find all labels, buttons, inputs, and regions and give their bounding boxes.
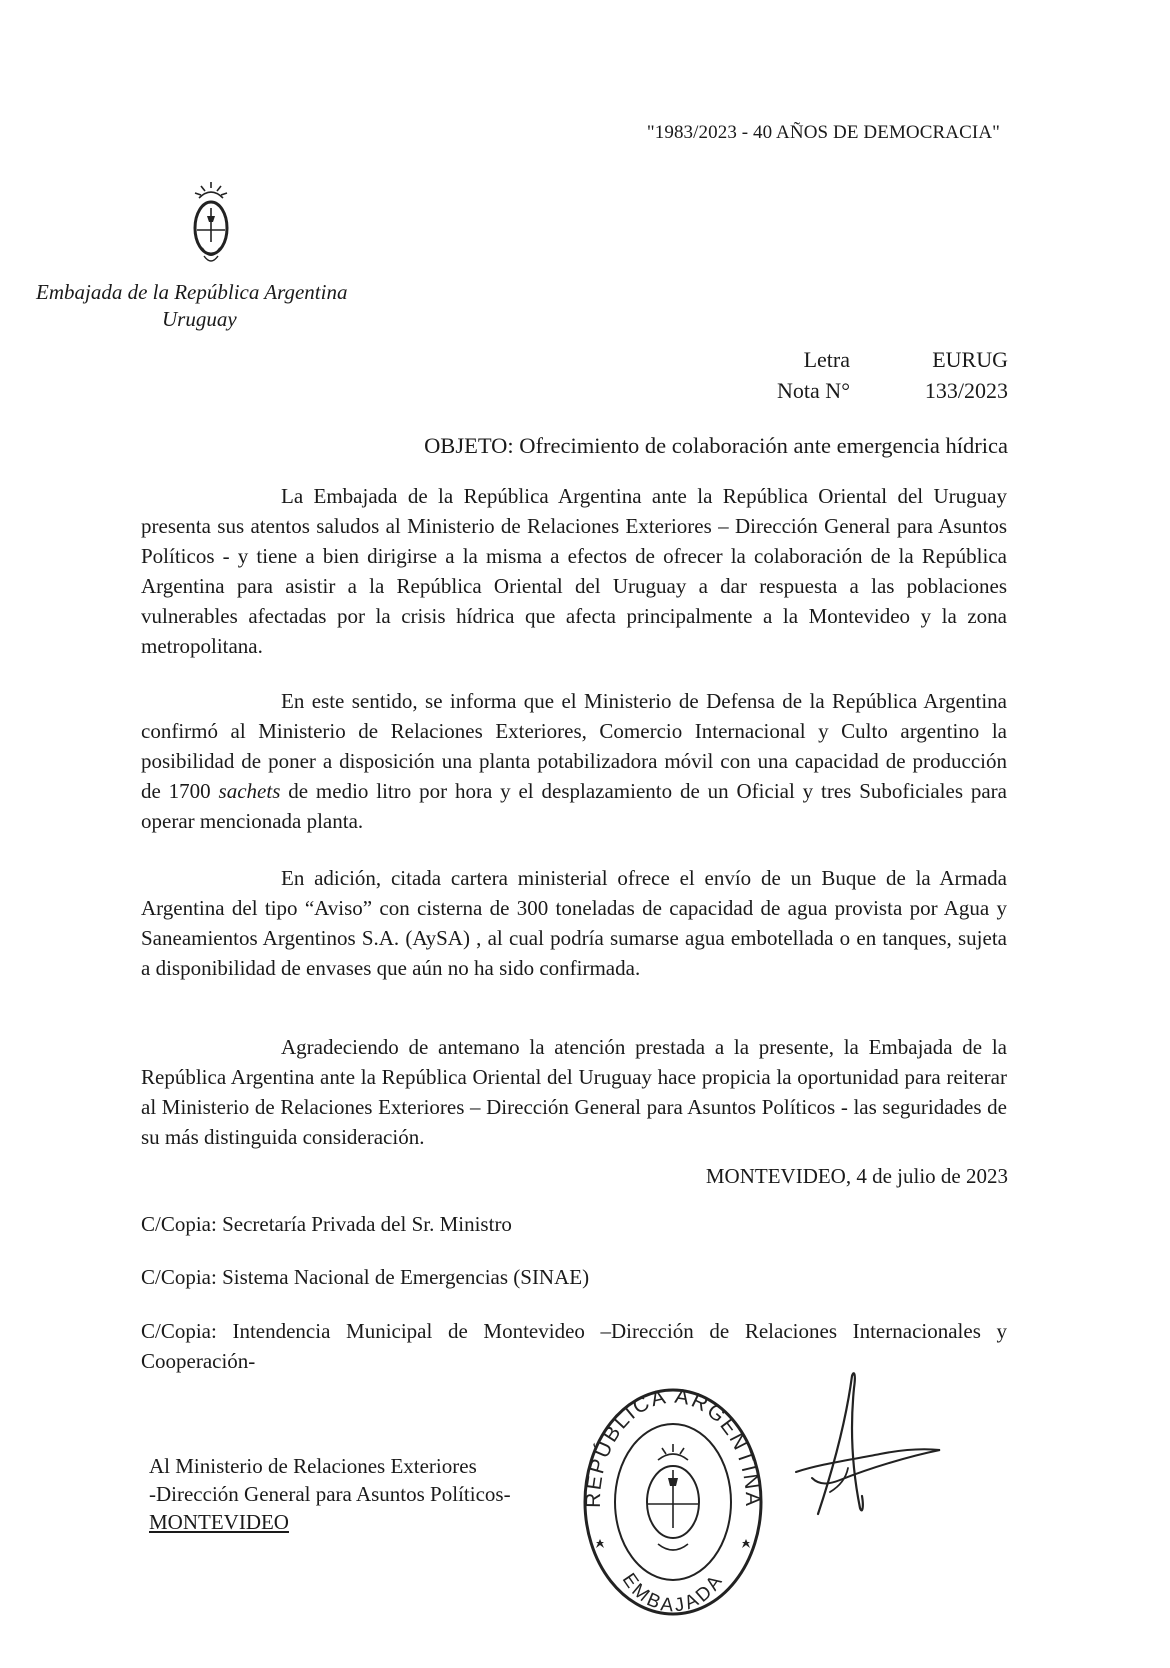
commemorative-motto: "1983/2023 - 40 AÑOS DE DEMOCRACIA" [646,122,1000,143]
paragraph-text: En este sentido, se informa que el Ministerio de Defensa de la República Argentina confirmó al Ministerio de Relaciones Exteriores, Comercio Internacional y Culto argentino la posibilidad de poner a disposición una planta potabilizadora móvil con una capacidad de producción de 1700 [141,689,1007,803]
national-crest-icon [186,178,236,270]
reference-letra [720,347,1008,377]
addressee-line: -Dirección General para Asuntos Políticos- [149,1482,511,1506]
nota-label: Nota N° [777,378,850,403]
paragraph-text: de medio litro por hora y el desplazamiento de un Oficial y tres Suboficiales para operar mencionada planta. [141,779,1007,833]
embassy-seal-stamp [578,1378,768,1618]
paragraph-greeting: La Embajada de la República Argentina ante la República Oriental del Uruguay presenta sus atentos saludos al Ministerio de Relaciones Exteriores – Dirección General para Asuntos Políticos - y tiene a bien dirigirse a la misma a efectos de ofrecer la colaboración de la República Argentina para asistir a la República Oriental del Uruguay a dar respuesta a las poblaciones vulnerables afectadas por la crisis hídrica que afecta principalmente a la Montevideo y la zona metropolitana. [141,484,1007,658]
paragraph-defense-offer [141,686,1007,836]
nota-value: 133/2023 [924,378,1008,403]
letra-label: Letra [803,347,850,372]
addressee-line: Al Ministerio de Relaciones Exteriores [149,1454,477,1478]
svg-text:EMBAJADA: EMBAJADA [617,1569,729,1617]
svg-text:REPÚBLICA ARGENTINA: REPÚBLICA ARGENTINA [581,1384,765,1509]
letterhead-country: Uruguay [162,307,237,331]
document-date: MONTEVIDEO, 4 de julio de 2023 [705,1164,1008,1188]
addressee-city: MONTEVIDEO [149,1510,289,1534]
reference-nota [720,378,1008,408]
italic-term: sachets [218,779,281,803]
copy-recipient: C/Copia: Intendencia Municipal de Montevideo –Dirección de Relaciones Internacionales y Cooperación- [141,1319,1007,1373]
paragraph-ship-offer: En adición, citada cartera ministerial ofrece el envío de un Buque de la Armada Argentina del tipo “Aviso” con cisterna de 300 toneladas de capacidad de agua provista por Agua y Saneamientos Argentinos S.A. (AySA) , al cual podría sumarse agua embotellada o en tanques, sujeta a disponibilidad de envases que aún no ha sido confirmada. [141,866,1007,980]
letra-value: EURUG [932,347,1008,372]
copy-recipient: C/Copia: Sistema Nacional de Emergencias (SINAE) [141,1265,590,1289]
paragraph-closing: Agradeciendo de antemano la atención prestada a la presente, la Embajada de la República Argentina ante la República Oriental del Uruguay hace propicia la oportunidad para reiterar al Ministerio de Relaciones Exteriores – Dirección General para Asuntos Políticos - las seguridades de su más distinguida consideración. [141,1035,1007,1149]
letterhead-embassy: Embajada de la República Argentina [36,280,348,304]
copy-recipient: C/Copia: Secretaría Privada del Sr. Ministro [141,1212,512,1236]
subject-line: OBJETO: Ofrecimiento de colaboración ante emergencia hídrica [424,433,1008,458]
handwritten-signature [790,1368,950,1518]
